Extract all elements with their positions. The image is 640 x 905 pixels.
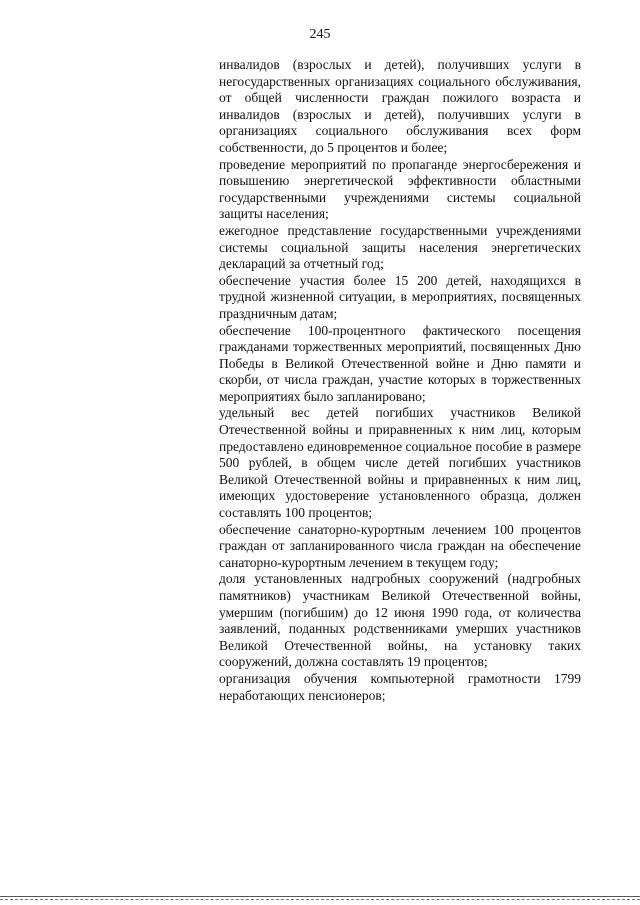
paragraph: инвалидов (взрослых и детей), получивших услуги в негосударственных организациях социального обслуживания, от общей численности граждан пожилого возраста и инвалидов (взрослых и детей), получивших услуги в организациях социального обслуживания всех форм собственности, до 5 процентов и более;	[219, 57, 581, 155]
paragraph: обеспечение участия более 15 200 детей, находящихся в трудной жизненной ситуации, в мероприятиях, посвященных праздничным датам;	[219, 272, 581, 321]
paragraph: обеспечение 100-процентного фактического посещения гражданами торжественных мероприятий, посвященных Дню Победы в Великой Отечественной войне и Дню памяти и скорби, от числа граждан, участие которых в торжественных мероприятиях было запланировано;	[219, 322, 581, 404]
paragraph: организация обучения компьютерной грамотности 1799 неработающих пенсионеров;	[219, 670, 581, 703]
bottom-divider-dashed	[0, 899, 640, 900]
bottom-divider	[0, 896, 640, 897]
document-body	[219, 57, 581, 704]
paragraph: обеспечение санаторно-курортным лечением 100 процентов граждан от запланированного числа граждан на обеспечение санаторно-курортным лечением в текущем году;	[219, 521, 581, 570]
page-number: 245	[309, 27, 331, 42]
paragraph: проведение мероприятий по пропаганде энергосбережения и повышению энергетической эффективности областными государственными учреждениями системы социальной защиты населения;	[219, 156, 581, 222]
paragraph: удельный вес детей погибших участников Великой Отечественной войны и приравненных к ним лиц, которым предоставлено единовременное социальное пособие в размере 500 рублей, в общем числе детей погибших участников Великой Отечественной войны и приравненных к ним лиц, имеющих удостоверение установленного образца, должен составлять 100 процентов;	[219, 405, 581, 521]
paragraph: доля установленных надгробных сооружений (надгробных памятников) участникам Великой Отечественной войны, умершим (погибшим) до 12 июня 1990 года, от количества заявлений, поданных родственниками умерших участников Великой Отечественной войны, на установку таких сооружений, должна составлять 19 процентов;	[219, 571, 581, 670]
paragraph: ежегодное представление государственными учреждениями системы социальной защиты населения энергетических деклараций за отчетный год;	[219, 222, 581, 272]
